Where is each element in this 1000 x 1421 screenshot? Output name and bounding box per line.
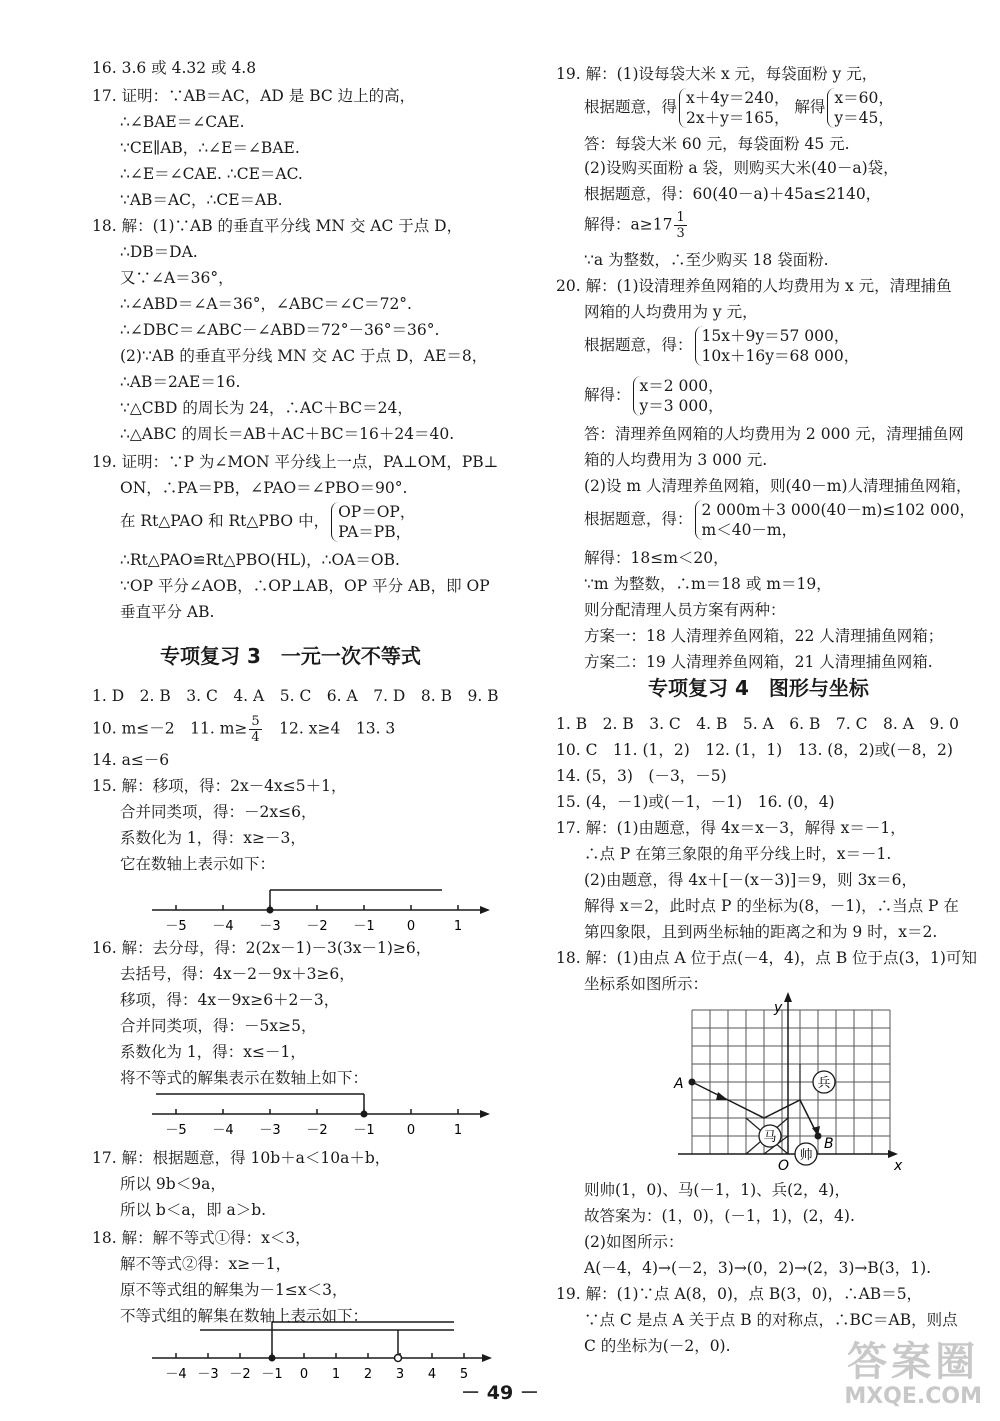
system-row: x＋4y＝240， bbox=[686, 89, 790, 107]
answer-20-line: ∵m 为整数，∴m＝18 或 m＝19， bbox=[584, 575, 832, 593]
tick-label: 3 bbox=[395, 1367, 405, 1382]
equation-system bbox=[679, 88, 789, 128]
fill-answers: 14. (5，3) (－3，－5) bbox=[556, 767, 727, 785]
equation-system bbox=[695, 326, 860, 366]
answer-20-system-line bbox=[556, 376, 724, 416]
route-path bbox=[692, 1082, 818, 1136]
solid-point bbox=[269, 1355, 276, 1362]
answer-16-line: 合并同类项，得：－5x≥5， bbox=[120, 1017, 317, 1035]
answer-19-line bbox=[556, 210, 689, 241]
answer-14: 14. a≤－6 bbox=[92, 751, 170, 769]
tick-label: －2 bbox=[229, 1367, 251, 1382]
fraction bbox=[249, 714, 261, 745]
point-b-label: B bbox=[824, 1136, 834, 1152]
tick-label: 1 bbox=[331, 1367, 341, 1382]
answer-19-text: 在 Rt△PAO 和 Rt△PBO 中， bbox=[120, 512, 330, 530]
answer-18-line: 又∵∠A＝36°， bbox=[120, 269, 234, 287]
answer-19-system-line bbox=[556, 88, 894, 128]
answer-20-line: 方案一：18 人清理养鱼网箱，22 人清理捕鱼网箱； bbox=[584, 627, 944, 645]
answer-18-line: 坐标系如图所示： bbox=[584, 975, 709, 993]
answer-17-line: 17. 解：根据题意，得 10b＋a＜10a＋b， bbox=[92, 1149, 391, 1167]
fraction-denominator: 3 bbox=[676, 226, 685, 241]
mc-answers: 1. B 2. B 3. C 4. B 5. A 6. B 7. C 8. A 9. 0 bbox=[556, 715, 959, 733]
tick-label: 1 bbox=[453, 919, 463, 934]
answer-17-line: ∵AB＝AC，∴CE＝AB. bbox=[120, 191, 283, 209]
section-heading-3: 专项复习 3 一元一次不等式 bbox=[160, 644, 421, 668]
answer-18-line: 18. 解：(1)由点 A 位于点(－4，4)，点 B 位于点(3，1)可知 bbox=[556, 949, 977, 967]
answer-20-line: (2)设 m 人清理养鱼网箱，则(40－m)人清理捕鱼网箱， bbox=[584, 477, 972, 495]
answer-16-line: 将不等式的解集表示在数轴上如下： bbox=[120, 1069, 369, 1087]
answer-19-line: ON，∴PA＝PB，∠PAO＝∠PBO＝90°. bbox=[120, 479, 408, 497]
answer-20-line: 方案二：19 人清理养鱼网箱，21 人清理捕鱼网箱. bbox=[584, 653, 933, 671]
answer-17-line: 17. 解：(1)由题意，得 4x＝x－3，解得 x＝－1， bbox=[556, 819, 906, 837]
y-axis-label: y bbox=[774, 1000, 783, 1016]
number-line-2 bbox=[152, 1082, 492, 1142]
answer-18-line: 18. 解：(1)∵AB 的垂直平分线 MN 交 AC 于点 D， bbox=[92, 217, 463, 235]
answer-19-line: (2)设购买面粉 a 袋，则购买大米(40－a)袋， bbox=[584, 159, 899, 177]
system-row: 15x＋9y＝57 000， bbox=[701, 327, 850, 345]
number-line-1 bbox=[152, 880, 492, 940]
answer-19-line: 19. 解：(1)∵点 A(8，0)，点 B(3，0)，∴AB＝5， bbox=[556, 1285, 923, 1303]
answer-19-line: ∵OP 平分∠AOB，∴OP⊥AB，OP 平分 AB，即 OP bbox=[120, 577, 490, 595]
tick-label: －2 bbox=[306, 919, 328, 934]
fill-answers: 10. C 11. (1，2) 12. (1，1) 13. (8，2)或(－8，2) bbox=[556, 741, 953, 759]
tick-label: －1 bbox=[353, 1123, 375, 1138]
solid-point bbox=[267, 907, 274, 914]
answer-19-line: 根据题意，得：60(40－a)＋45a≤2140， bbox=[584, 185, 882, 203]
mc-answers: 1. D 2. B 3. C 4. A 5. C 6. A 7. D 8. B 9. B bbox=[92, 687, 499, 705]
answer-19-line: 垂直平分 AB. bbox=[120, 603, 215, 621]
open-point bbox=[395, 1355, 402, 1362]
tick-label: －5 bbox=[165, 919, 187, 934]
point-a-label: A bbox=[674, 1076, 684, 1092]
answer-19-line: 19. 证明：∵P 为∠MON 平分线上一点，PA⊥OM，PB⊥ bbox=[92, 453, 499, 471]
system-row: x＝60， bbox=[834, 89, 894, 107]
tick-label: －3 bbox=[259, 1123, 281, 1138]
answer-16: 16. 3.6 或 4.32 或 4.8 bbox=[92, 59, 257, 77]
answer-18-line: ∴∠ABD＝∠A＝36°，∠ABC＝∠C＝72°. bbox=[120, 295, 412, 313]
number-line-3 bbox=[152, 1318, 492, 1384]
answer-18-line: ∴DB＝DA. bbox=[120, 243, 198, 261]
tick-label: 0 bbox=[299, 1367, 309, 1382]
answer-15-line: 系数化为 1，得：x≥－3， bbox=[120, 829, 306, 847]
answer-text: 根据题意，得： bbox=[584, 510, 693, 528]
answer-18-line: (2)如图所示： bbox=[584, 1233, 684, 1251]
answer-16-line: 去括号，得：4x－2－9x＋3≥6， bbox=[120, 965, 355, 983]
answer-17-line: 第四象限，且到两坐标轴的距离之和为 9 时，x＝2. bbox=[584, 923, 938, 941]
fill-answers: 15. (4，－1)或(－1，－1) 16. (0，4) bbox=[556, 793, 835, 811]
tick-label: 1 bbox=[453, 1123, 463, 1138]
tick-label: －1 bbox=[353, 919, 375, 934]
answer-19-system-line bbox=[92, 502, 415, 542]
tick-label: －3 bbox=[259, 919, 281, 934]
answer-18-line: ∴△ABC 的周长＝AB＋AC＋BC＝16＋24＝40. bbox=[120, 425, 455, 443]
watermark-url: MXQE.COM bbox=[844, 1384, 982, 1409]
answer-18-line: 故答案为：(1，0)，(－1，1)，(2，4). bbox=[584, 1207, 855, 1225]
system-row: y＝3 000， bbox=[639, 397, 724, 415]
fill-answers bbox=[92, 714, 395, 745]
tick-label: －1 bbox=[261, 1367, 283, 1382]
answer-text: 根据题意，得： bbox=[584, 336, 693, 354]
answer-17-line: ∴∠BAE＝∠CAE. bbox=[120, 113, 245, 131]
tick-label: 0 bbox=[406, 1123, 416, 1138]
answer-17-line: (2)由题意，得 4x＋[－(x－3)]＝9，则 3x＝6， bbox=[584, 871, 918, 889]
answer-17-line: 所以 9b＜9a， bbox=[120, 1175, 226, 1193]
answer-text: 解得： bbox=[584, 386, 631, 404]
answer-18-line: 原不等式组的解集为－1≤x＜3， bbox=[120, 1281, 348, 1299]
system-row: y＝45， bbox=[834, 109, 894, 127]
answer-19-line: 19. 解：(1)设每袋大米 x 元，每袋面粉 y 元， bbox=[556, 65, 878, 83]
tick-label: 5 bbox=[459, 1367, 469, 1382]
answer-20-line: 解得：18≤m＜20， bbox=[584, 549, 729, 567]
piece-shuai-label: 帅 bbox=[799, 1148, 813, 1163]
answer-20-line: 网箱的人均费用为 y 元， bbox=[584, 303, 758, 321]
origin-label: O bbox=[778, 1158, 790, 1172]
answer-17-line: 解得 x＝2，此时点 P 的坐标为(8，－1)，∴当点 P 在 bbox=[584, 897, 959, 915]
system-row: x＝2 000， bbox=[639, 377, 724, 395]
fraction-numerator: 1 bbox=[676, 210, 685, 225]
answer-19-line: ∴Rt△PAO≌Rt△PBO(HL)，∴OA＝OB. bbox=[120, 551, 400, 569]
tick-label: －4 bbox=[212, 1123, 234, 1138]
answer-16-line: 16. 解：去分母，得：2(2x－1)－3(3x－1)≥6， bbox=[92, 939, 432, 957]
x-axis-label: x bbox=[894, 1158, 903, 1172]
answer-20-line: 20. 解：(1)设清理养鱼网箱的人均费用为 x 元，清理捕鱼 bbox=[556, 277, 952, 295]
answer-19-line: ∵点 C 是点 A 关于点 B 的对称点，∴BC＝AB，则点 bbox=[584, 1311, 958, 1329]
system-row: PA＝PB， bbox=[338, 523, 412, 541]
answer-20-line: 则分配清理人员方案有两种： bbox=[584, 601, 786, 619]
system-row: 10x＋16y＝68 000， bbox=[701, 347, 860, 365]
fill-answer-text: 12. x≥4 13. 3 bbox=[263, 719, 396, 738]
answer-15-line: 合并同类项，得：－2x≤6， bbox=[120, 803, 317, 821]
equation-system bbox=[331, 502, 415, 542]
answer-17-line: ∴∠E＝∠CAE. ∴CE＝AC. bbox=[120, 165, 303, 183]
point-a bbox=[689, 1079, 696, 1086]
system-row: m＜40－m， bbox=[701, 521, 798, 539]
answer-17-line: 17. 证明：∵AB＝AC，AD 是 BC 边上的高， bbox=[92, 87, 416, 105]
answer-18-line: ∵△CBD 的周长为 24，∴AC＋BC＝24， bbox=[120, 399, 413, 417]
watermark-logo bbox=[844, 1340, 982, 1409]
solid-point bbox=[361, 1111, 368, 1118]
tick-label: 2 bbox=[363, 1367, 373, 1382]
fraction-denominator: 4 bbox=[251, 730, 260, 745]
tick-label: －4 bbox=[212, 919, 234, 934]
tick-label: 0 bbox=[406, 919, 416, 934]
system-row: 2x＋y＝165， bbox=[686, 109, 790, 127]
answer-20-line: 答：清理养鱼网箱的人均费用为 2 000 元，清理捕鱼网 bbox=[584, 425, 964, 443]
answer-20-line: 箱的人均费用为 3 000 元. bbox=[584, 451, 768, 469]
answer-18-line: ∴∠DBC＝∠ABC－∠ABD＝72°－36°＝36°. bbox=[120, 321, 440, 339]
answer-20-system-line bbox=[556, 500, 975, 540]
fill-answer-text: 10. m≤－2 11. m≥ bbox=[92, 719, 248, 738]
answer-18-line: A(－4，4)→(－2，3)→(0，2)→(2，3)→B(3，1). bbox=[584, 1259, 932, 1277]
system-row: OP＝OP， bbox=[338, 503, 416, 521]
answer-18-line: (2)∵AB 的垂直平分线 MN 交 AC 于点 D，AE＝8， bbox=[120, 347, 488, 365]
answer-18-line: ∴AB＝2AE＝16. bbox=[120, 373, 241, 391]
coordinate-grid-diagram bbox=[652, 988, 922, 1172]
section-heading-4: 专项复习 4 图形与坐标 bbox=[648, 676, 869, 700]
tick-label: 4 bbox=[427, 1367, 437, 1382]
answer-18-line: 不等式组的解集在数轴上表示如下： bbox=[120, 1307, 369, 1325]
answer-19-line: 答：每袋大米 60 元，每袋面粉 45 元. bbox=[584, 135, 850, 153]
piece-ma-label: 马 bbox=[763, 1130, 777, 1145]
equation-system bbox=[827, 88, 893, 128]
answer-15-line: 它在数轴上表示如下： bbox=[120, 855, 276, 873]
answer-19-line: C 的坐标为(－2，0). bbox=[584, 1337, 731, 1355]
equation-system bbox=[633, 376, 724, 416]
tick-label: －3 bbox=[197, 1367, 219, 1382]
answer-17-line: ∵CE∥AB，∴∠E＝∠BAE. bbox=[120, 139, 300, 157]
answer-16-line: 移项，得：4x－9x≥6＋2－3， bbox=[120, 991, 340, 1009]
answer-16-line: 系数化为 1，得：x≤－1， bbox=[120, 1043, 306, 1061]
system-row: 2 000m＋3 000(40－m)≤102 000， bbox=[701, 501, 976, 519]
answer-18-line: 则帅(1，0)、马(－1，1)、兵(2，4)， bbox=[584, 1181, 850, 1199]
tick-label: －2 bbox=[306, 1123, 328, 1138]
point-b bbox=[815, 1133, 822, 1140]
answer-15-line: 15. 解：移项，得：2x－4x≤5＋1， bbox=[92, 777, 347, 795]
page-number: － 49 － bbox=[461, 1382, 539, 1404]
equation-system bbox=[695, 500, 976, 540]
answer-20-system-line bbox=[556, 326, 859, 366]
piece-bing-label: 兵 bbox=[817, 1076, 831, 1091]
tick-label: －5 bbox=[165, 1123, 187, 1138]
answer-18-line: 18. 解：解不等式①得：x＜3， bbox=[92, 1229, 311, 1247]
answer-17-line: 所以 b＜a，即 a＞b. bbox=[120, 1201, 267, 1219]
watermark-text: 答案圈 bbox=[847, 1339, 980, 1385]
fraction bbox=[674, 210, 686, 241]
answer-18-line: 解不等式②得：x≥－1， bbox=[120, 1255, 292, 1273]
answer-text: 解得 bbox=[794, 98, 826, 116]
answer-17-line: ∴点 P 在第三象限的角平分线上时，x＝－1. bbox=[584, 845, 892, 863]
answer-text: 解得：a≥17 bbox=[584, 215, 673, 234]
tick-label: －4 bbox=[165, 1367, 187, 1382]
answer-text: 根据题意，得 bbox=[584, 98, 678, 116]
answer-19-line: ∵a 为整数，∴至少购买 18 袋面粉. bbox=[584, 251, 829, 269]
fraction-numerator: 5 bbox=[251, 714, 260, 729]
